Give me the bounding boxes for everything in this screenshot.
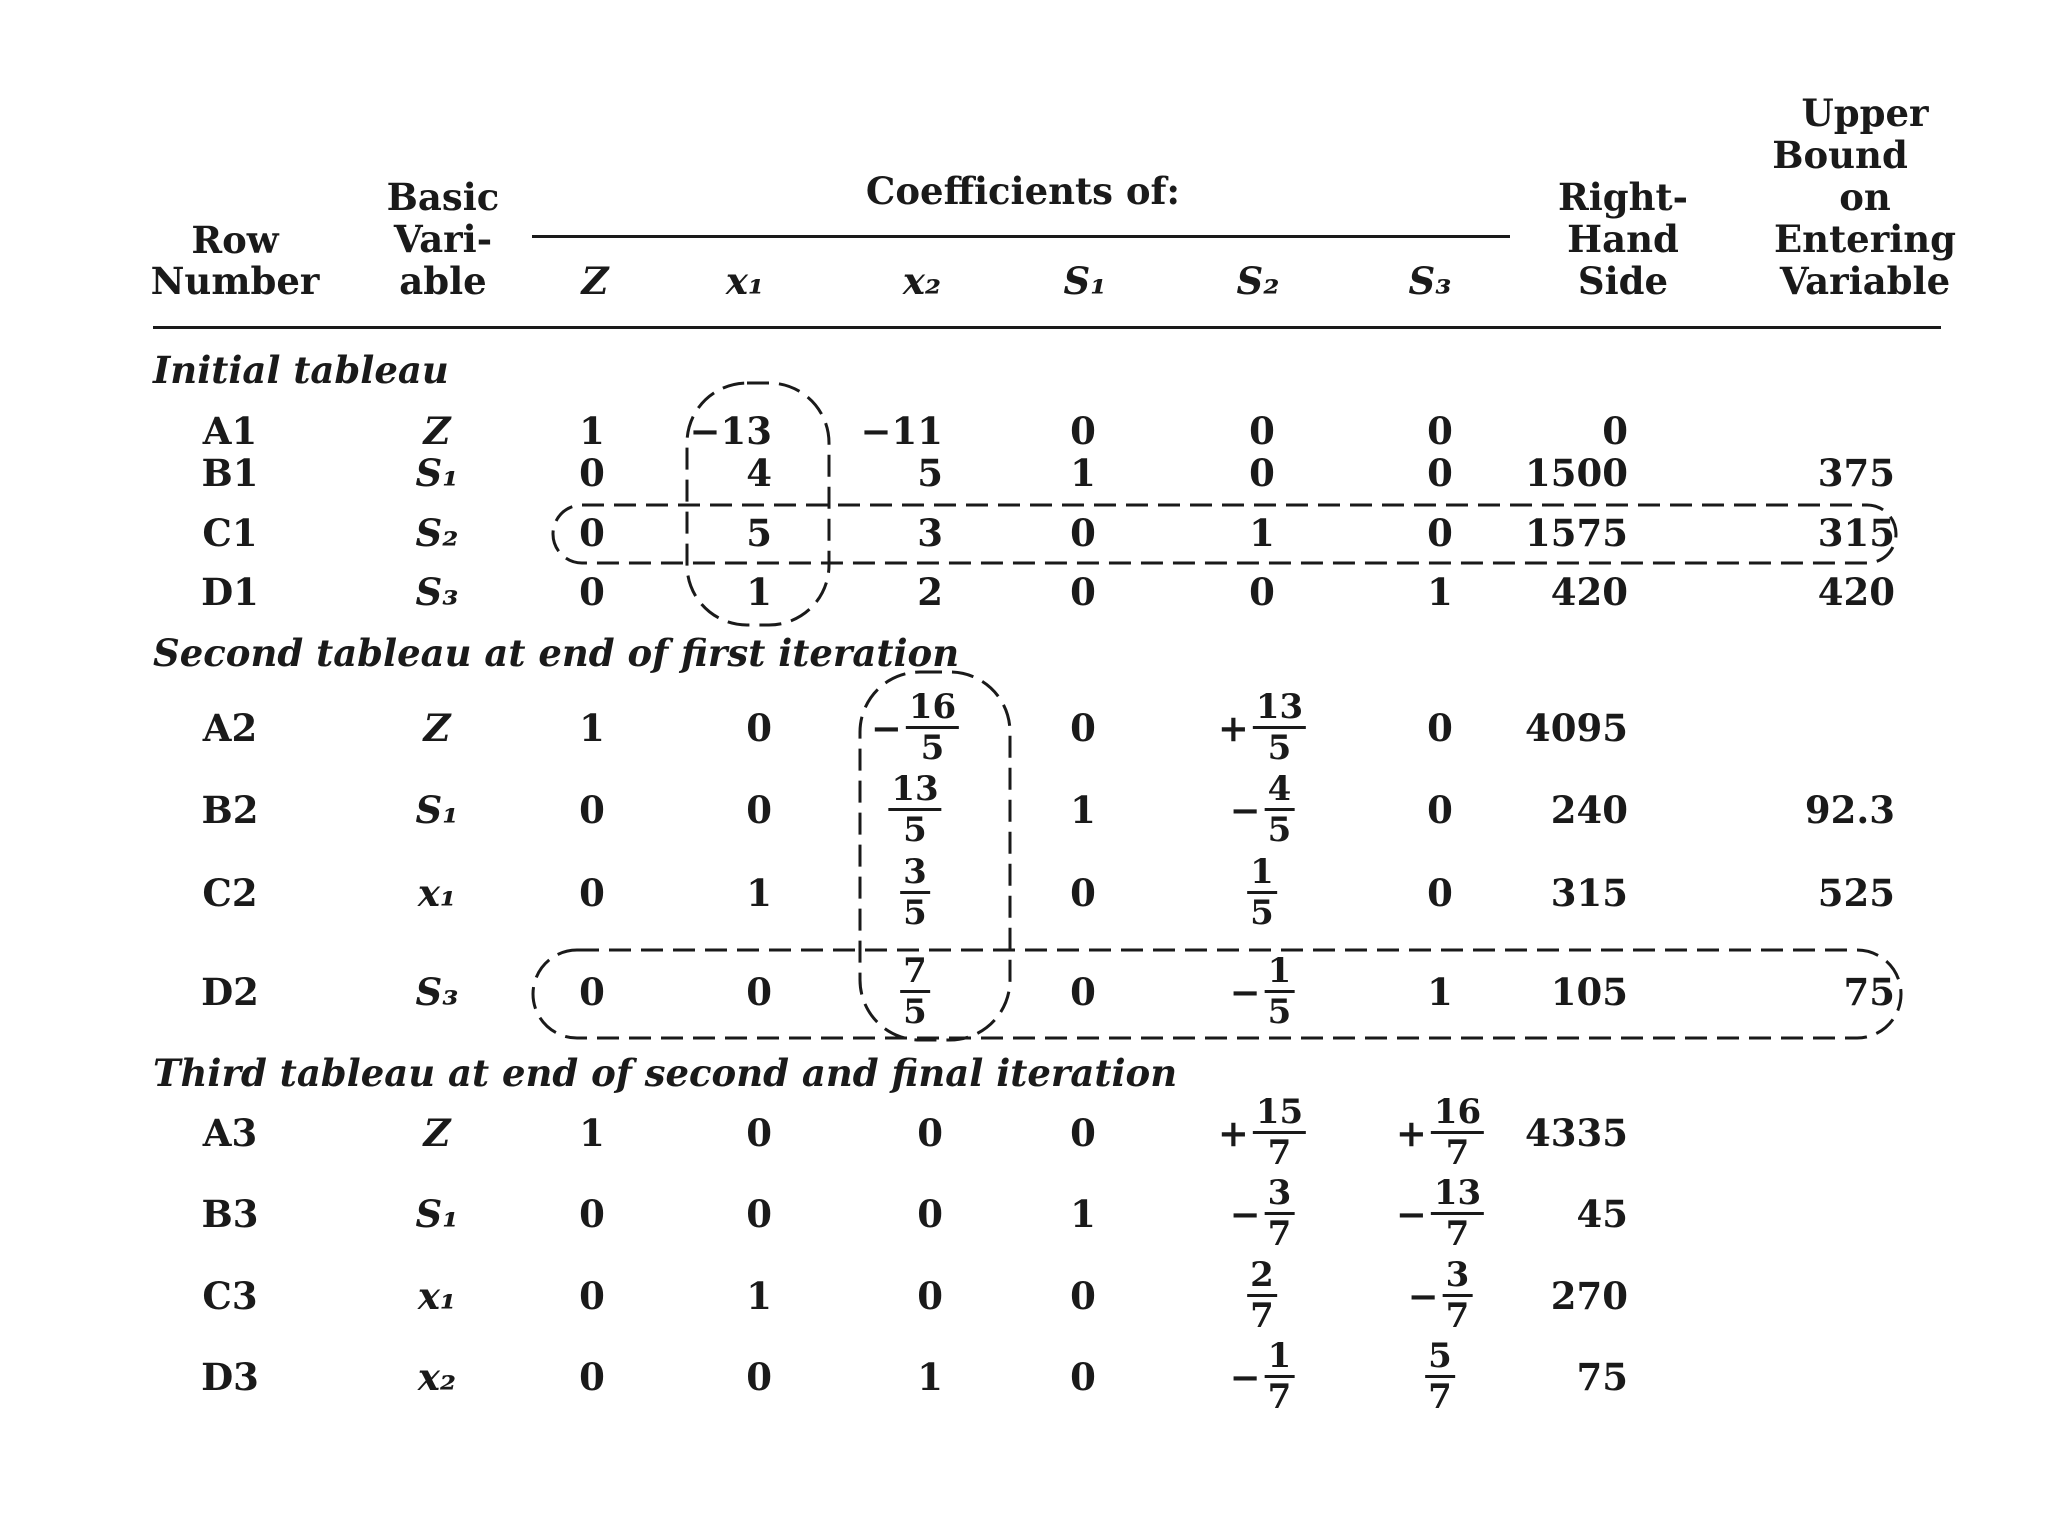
table-cell-D1-z: 0 xyxy=(579,570,605,614)
fraction-sign: − xyxy=(1229,1354,1261,1399)
table-cell-C1-x1: 5 xyxy=(746,511,772,555)
header-rhs-line1: Right- xyxy=(1557,175,1689,219)
header-basic-variable-line1: Basic xyxy=(386,175,500,219)
table-cell-D2-x1: 0 xyxy=(746,970,772,1014)
section-title-third: Third tableau at end of second and final iteration xyxy=(153,1051,1178,1095)
header-col-s3: S₃ xyxy=(1408,259,1452,303)
table-cell-D1-x2: 2 xyxy=(917,570,943,614)
table-cell-D2-rhs: 105 xyxy=(1550,970,1628,1014)
table-cell-B3-s1: 1 xyxy=(1070,1192,1096,1236)
fraction-denominator: 5 xyxy=(903,893,927,933)
table-cell-B1-ub: 375 xyxy=(1817,451,1895,495)
table-cell-A2-rhs: 4095 xyxy=(1525,706,1628,750)
table-cell-B2-id: B2 xyxy=(201,788,259,832)
fraction-denominator: 5 xyxy=(1250,893,1274,933)
table-cell-A3-basic: Z xyxy=(423,1111,451,1155)
fraction-denominator: 7 xyxy=(1445,1133,1470,1173)
fraction-numerator: 4 xyxy=(1265,772,1295,811)
fraction-sign: − xyxy=(1395,1191,1427,1236)
table-cell-A2-id: A2 xyxy=(202,706,258,750)
fraction-sign: − xyxy=(1229,1191,1261,1236)
table-cell-D1-s2: 0 xyxy=(1249,570,1275,614)
header-basic-variable-line2: Vari- xyxy=(393,217,493,261)
fraction-numerator: 13 xyxy=(1431,1176,1484,1215)
fraction-numerator: 15 xyxy=(1253,1095,1306,1134)
table-cell-B1-basic: S₁ xyxy=(415,451,459,495)
fraction-sign: − xyxy=(1407,1273,1439,1318)
table-cell-D3-rhs: 75 xyxy=(1576,1355,1628,1399)
fraction-denominator: 7 xyxy=(1267,1377,1292,1417)
header-col-x1: x₁ xyxy=(725,259,765,303)
fraction-denominator: 5 xyxy=(903,810,927,850)
table-cell-B3-x1: 0 xyxy=(746,1192,772,1236)
table-cell-A1-x1: −13 xyxy=(689,409,772,453)
table-cell-D2-id: D2 xyxy=(201,970,259,1014)
fraction-sign: − xyxy=(870,705,902,750)
table-cell-C3-z: 0 xyxy=(579,1274,605,1318)
fraction-numerator: 1 xyxy=(1265,954,1295,993)
table-cell-D3-x2: 1 xyxy=(917,1355,943,1399)
table-cell-B2-z: 0 xyxy=(579,788,605,832)
header-basic-variable-line3: able xyxy=(399,259,487,303)
table-cell-B2-ub: 92.3 xyxy=(1804,788,1895,832)
table-cell-D3-basic: x₂ xyxy=(417,1355,457,1399)
fraction-numerator: 13 xyxy=(1253,690,1306,729)
fraction-numerator: 2 xyxy=(1247,1258,1277,1297)
header-upper-bound-line2: Bound xyxy=(1772,133,1908,177)
table-cell-A1-rhs: 0 xyxy=(1602,409,1628,453)
table-cell-D2-s3: 1 xyxy=(1427,970,1453,1014)
header-upper-bound-line4: Entering xyxy=(1773,217,1957,261)
table-cell-B2-basic: S₁ xyxy=(415,788,459,832)
table-cell-A1-x2: −11 xyxy=(860,409,943,453)
table-cell-A3-rhs: 4335 xyxy=(1525,1111,1628,1155)
table-cell-C2-s3: 0 xyxy=(1427,871,1453,915)
table-cell-C3-x2: 0 xyxy=(917,1274,943,1318)
table-cell-B2-s3: 0 xyxy=(1427,788,1453,832)
table-cell-D2-z: 0 xyxy=(579,970,605,1014)
fraction-numerator: 3 xyxy=(1265,1176,1295,1215)
table-cell-C2-basic: x₁ xyxy=(417,871,457,915)
table-cell-C1-rhs: 1575 xyxy=(1525,511,1628,555)
fraction-sign: + xyxy=(1395,1110,1427,1155)
table-cell-D3-x1: 0 xyxy=(746,1355,772,1399)
table-cell-A2-s1: 0 xyxy=(1070,706,1096,750)
table-cell-A2-z: 1 xyxy=(579,706,605,750)
fraction-denominator: 7 xyxy=(1267,1214,1292,1254)
table-cell-C2-ub: 525 xyxy=(1817,871,1895,915)
table-cell-C3-rhs: 270 xyxy=(1550,1274,1628,1318)
table-cell-C2-id: C2 xyxy=(202,871,258,915)
table-cell-D3-s1: 0 xyxy=(1070,1355,1096,1399)
table-cell-B3-rhs: 45 xyxy=(1576,1192,1628,1236)
table-cell-A2-basic: Z xyxy=(423,706,451,750)
table-cell-C1-s1: 0 xyxy=(1070,511,1096,555)
fraction-sign: − xyxy=(1229,969,1261,1014)
fraction-denominator: 7 xyxy=(1445,1296,1470,1336)
header-upper-bound-line3: on xyxy=(1839,175,1891,219)
table-cell-D2-s1: 0 xyxy=(1070,970,1096,1014)
table-cell-C1-s3: 0 xyxy=(1427,511,1453,555)
table-cell-C3-basic: x₁ xyxy=(417,1274,457,1318)
header-col-s1: S₁ xyxy=(1063,259,1107,303)
table-cell-B1-s1: 1 xyxy=(1070,451,1096,495)
fraction-denominator: 7 xyxy=(1445,1214,1470,1254)
header-upper-bound-line1: Upper xyxy=(1801,91,1929,135)
header-col-z: Z xyxy=(581,259,609,303)
table-cell-C1-z: 0 xyxy=(579,511,605,555)
table-cell-D2-ub: 75 xyxy=(1843,970,1895,1014)
table-cell-A1-s2: 0 xyxy=(1249,409,1275,453)
header-upper-bound-line5: Variable xyxy=(1779,259,1951,303)
fraction-numerator: 3 xyxy=(900,855,930,894)
table-cell-D2-basic: S₃ xyxy=(415,970,459,1014)
fraction-numerator: 5 xyxy=(1425,1339,1455,1378)
table-cell-C3-s1: 0 xyxy=(1070,1274,1096,1318)
table-cell-A1-basic: Z xyxy=(423,409,451,453)
table-cell-C1-s2: 1 xyxy=(1249,511,1275,555)
table-cell-D3-z: 0 xyxy=(579,1355,605,1399)
table-cell-B1-x2: 5 xyxy=(917,451,943,495)
fraction-denominator: 7 xyxy=(1267,1133,1292,1173)
table-cell-A1-z: 1 xyxy=(579,409,605,453)
table-cell-D1-basic: S₃ xyxy=(415,570,459,614)
table-cell-A3-z: 1 xyxy=(579,1111,605,1155)
fraction-numerator: 13 xyxy=(888,772,941,811)
table-cell-D1-s1: 0 xyxy=(1070,570,1096,614)
table-cell-C1-id: C1 xyxy=(202,511,258,555)
table-cell-C2-rhs: 315 xyxy=(1550,871,1628,915)
header-col-s2: S₂ xyxy=(1236,259,1280,303)
fraction-numerator: 16 xyxy=(906,690,959,729)
table-cell-A3-s1: 0 xyxy=(1070,1111,1096,1155)
table-cell-C2-x1: 1 xyxy=(746,871,772,915)
table-cell-D3-id: D3 xyxy=(201,1355,259,1399)
table-cell-B1-rhs: 1500 xyxy=(1525,451,1628,495)
table-cell-C1-ub: 315 xyxy=(1817,511,1895,555)
table-cell-C2-s1: 0 xyxy=(1070,871,1096,915)
header-row-number-line1: Row xyxy=(191,218,279,262)
table-cell-B3-x2: 0 xyxy=(917,1192,943,1236)
table-cell-A3-x2: 0 xyxy=(917,1111,943,1155)
fraction-numerator: 3 xyxy=(1443,1258,1473,1297)
table-cell-D1-rhs: 420 xyxy=(1550,570,1628,614)
table-cell-B3-id: B3 xyxy=(201,1192,259,1236)
table-cell-A3-id: A3 xyxy=(202,1111,258,1155)
table-cell-B1-id: B1 xyxy=(201,451,259,495)
fraction-numerator: 1 xyxy=(1265,1339,1295,1378)
fraction-denominator: 5 xyxy=(1267,810,1292,850)
table-cell-B1-s2: 0 xyxy=(1249,451,1275,495)
pivot-row-c1 xyxy=(553,505,1896,563)
table-cell-D1-x1: 1 xyxy=(746,570,772,614)
header-rhs-line2: Hand xyxy=(1567,217,1679,261)
fraction-denominator: 7 xyxy=(1428,1377,1452,1417)
fraction-denominator: 5 xyxy=(1267,992,1292,1032)
table-cell-A2-s3: 0 xyxy=(1427,706,1453,750)
table-cell-D1-id: D1 xyxy=(201,570,259,614)
table-cell-D1-ub: 420 xyxy=(1817,570,1895,614)
table-cell-B1-x1: 4 xyxy=(746,451,772,495)
header-coefficients-of: Coefficients of: xyxy=(865,169,1181,213)
table-cell-C3-x1: 1 xyxy=(746,1274,772,1318)
section-title-second: Second tableau at end of first iteration xyxy=(153,631,960,675)
header-col-x2: x₂ xyxy=(902,259,942,303)
fraction-sign: + xyxy=(1217,705,1249,750)
table-cell-A1-id: A1 xyxy=(202,409,258,453)
fraction-denominator: 5 xyxy=(920,728,945,768)
pivot-row-d2 xyxy=(533,950,1901,1038)
pivot-column-x2-second xyxy=(860,672,1010,1040)
fraction-numerator: 16 xyxy=(1431,1095,1484,1134)
table-cell-B3-z: 0 xyxy=(579,1192,605,1236)
table-cell-A1-s3: 0 xyxy=(1427,409,1453,453)
fraction-numerator: 7 xyxy=(900,954,930,993)
table-cell-C3-id: C3 xyxy=(202,1274,258,1318)
table-cell-B2-s1: 1 xyxy=(1070,788,1096,832)
table-cell-C1-basic: S₂ xyxy=(415,511,459,555)
fraction-denominator: 5 xyxy=(1267,728,1292,768)
table-cell-B2-x1: 0 xyxy=(746,788,772,832)
header-rhs-line3: Side xyxy=(1577,259,1669,303)
fraction-sign: − xyxy=(1229,787,1261,832)
section-title-initial: Initial tableau xyxy=(153,348,449,392)
table-cell-A1-s1: 0 xyxy=(1070,409,1096,453)
fraction-denominator: 5 xyxy=(903,992,927,1032)
table-cell-D1-s3: 1 xyxy=(1427,570,1453,614)
table-cell-B1-z: 0 xyxy=(579,451,605,495)
table-cell-B3-basic: S₁ xyxy=(415,1192,459,1236)
table-cell-B1-s3: 0 xyxy=(1427,451,1453,495)
table-cell-A2-x1: 0 xyxy=(746,706,772,750)
table-cell-B2-rhs: 240 xyxy=(1550,788,1628,832)
fraction-sign: + xyxy=(1217,1110,1249,1155)
fraction-denominator: 7 xyxy=(1250,1296,1274,1336)
table-cell-C1-x2: 3 xyxy=(917,511,943,555)
table-cell-C2-z: 0 xyxy=(579,871,605,915)
fraction-numerator: 1 xyxy=(1247,855,1277,894)
header-row-number-line2: Number xyxy=(150,259,320,303)
table-cell-A3-x1: 0 xyxy=(746,1111,772,1155)
